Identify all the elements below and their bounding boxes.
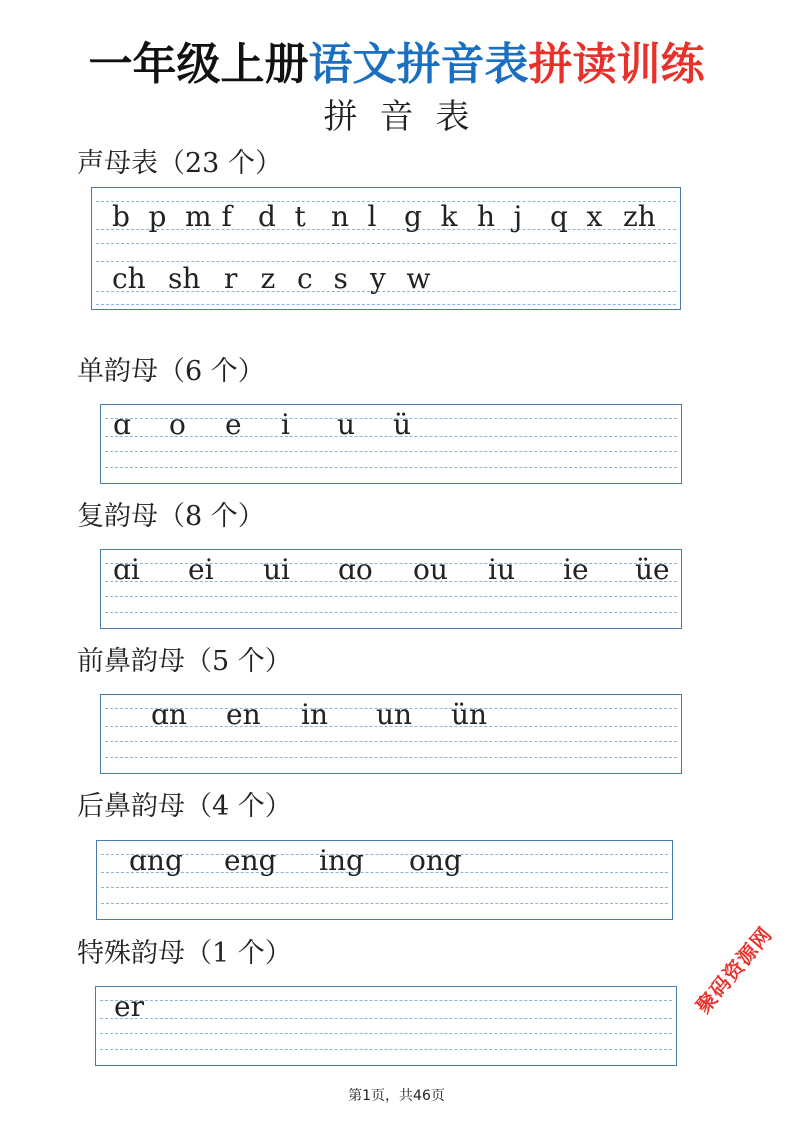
- guide-line: [105, 451, 677, 452]
- pinyin-letter: en: [226, 698, 261, 731]
- watermark-logo: 聚码资源网: [691, 922, 777, 1018]
- pinyin-box-simple-finals: [100, 404, 682, 484]
- pinyin-letter: ei: [188, 553, 214, 586]
- title-part-2: 语文拼音表: [308, 39, 529, 90]
- pinyin-row: [112, 263, 680, 295]
- pinyin-letter: g: [404, 200, 422, 233]
- pinyin-letter: p: [148, 200, 167, 233]
- pinyin-box-back-nasal-finals: [96, 840, 673, 920]
- pinyin-letter: s: [333, 262, 348, 295]
- pinyin-box-initials: [91, 187, 681, 310]
- section-heading-compound-finals: 复韵母（8 个）: [77, 501, 265, 532]
- guide-line: [96, 243, 676, 244]
- pinyin-box-special-final: [95, 986, 677, 1066]
- section-heading-initials: 声母表（23 个）: [77, 148, 282, 179]
- pinyin-letter: ong: [409, 844, 462, 877]
- guide-line: [105, 741, 677, 742]
- pinyin-letter: q: [550, 200, 568, 233]
- pinyin-letter: ɑo: [338, 553, 373, 586]
- pinyin-letter: u: [337, 408, 356, 441]
- pinyin-letter: ɑ: [113, 408, 131, 441]
- pinyin-letter: ui: [263, 553, 290, 586]
- pinyin-letter: zh: [623, 200, 656, 233]
- guide-line: [101, 887, 668, 888]
- pinyin-letter: r: [224, 262, 238, 295]
- pinyin-letter: iu: [488, 553, 515, 586]
- page-subtitle: 拼音表: [323, 97, 492, 137]
- guide-line: [105, 757, 677, 758]
- section-heading-simple-finals: 单韵母（6 个）: [77, 356, 265, 387]
- pinyin-letter: i: [281, 408, 290, 441]
- pinyin-letter: üe: [635, 553, 670, 586]
- pinyin-letter: ch: [112, 262, 146, 295]
- section-heading-special-final: 特殊韵母（1 个）: [77, 938, 292, 969]
- pinyin-letter: ɑi: [113, 553, 140, 586]
- pinyin-letter: in: [301, 698, 328, 731]
- pinyin-letter: d: [258, 200, 276, 233]
- pinyin-row: [114, 991, 676, 1023]
- pinyin-letter: c: [297, 262, 313, 295]
- pinyin-letter: un: [376, 698, 413, 731]
- pinyin-letter: o: [169, 408, 186, 441]
- pinyin-letter: w: [406, 262, 431, 295]
- pinyin-letter: t: [294, 200, 306, 233]
- pinyin-letter: er: [114, 990, 144, 1023]
- pinyin-box-front-nasal-finals: [100, 694, 682, 774]
- pinyin-letter: z: [260, 262, 276, 295]
- pinyin-letter: k: [440, 200, 458, 233]
- pinyin-letter: ou: [413, 553, 448, 586]
- pinyin-row: [113, 554, 681, 586]
- page-title: [0, 38, 793, 92]
- pinyin-letter: ɑng: [129, 844, 183, 877]
- pinyin-letter: sh: [168, 262, 201, 295]
- guide-line: [100, 1033, 672, 1034]
- section-heading-front-nasal-finals: 前鼻韵母（5 个）: [77, 646, 292, 677]
- pinyin-letter: ie: [563, 553, 589, 586]
- guide-line: [100, 1049, 672, 1050]
- guide-line: [105, 467, 677, 468]
- pinyin-letter: b: [112, 200, 130, 233]
- pinyin-letter: eng: [224, 844, 277, 877]
- pinyin-letter: l: [367, 200, 377, 233]
- pinyin-letter: h: [477, 200, 496, 233]
- title-part-3: 拼读训练: [528, 39, 705, 90]
- pinyin-box-compound-finals: [100, 549, 682, 629]
- pinyin-letter: j: [513, 200, 523, 233]
- pinyin-row: [129, 845, 672, 877]
- guide-line: [96, 304, 676, 305]
- pinyin-letter: ɑn: [151, 698, 187, 731]
- guide-line: [105, 612, 677, 613]
- section-heading-back-nasal-finals: 后鼻韵母（4 个）: [77, 791, 292, 822]
- pinyin-letter: n: [331, 200, 350, 233]
- pinyin-letter: ing: [319, 844, 364, 877]
- pinyin-letter: ü: [393, 408, 412, 441]
- pinyin-row: [112, 201, 680, 233]
- pinyin-letter: y: [370, 262, 386, 295]
- pinyin-letter: ün: [451, 698, 488, 731]
- guide-line: [101, 903, 668, 904]
- pinyin-letter: e: [225, 408, 242, 441]
- page-footer: 第1页，共46页: [348, 1088, 445, 1104]
- pinyin-letter: x: [586, 200, 603, 233]
- pinyin-letter: f: [221, 200, 232, 233]
- pinyin-row: [113, 409, 681, 441]
- guide-line: [105, 596, 677, 597]
- pinyin-row: [151, 699, 681, 731]
- title-part-1: 一年级上册: [88, 39, 309, 90]
- pinyin-letter: m: [185, 200, 212, 233]
